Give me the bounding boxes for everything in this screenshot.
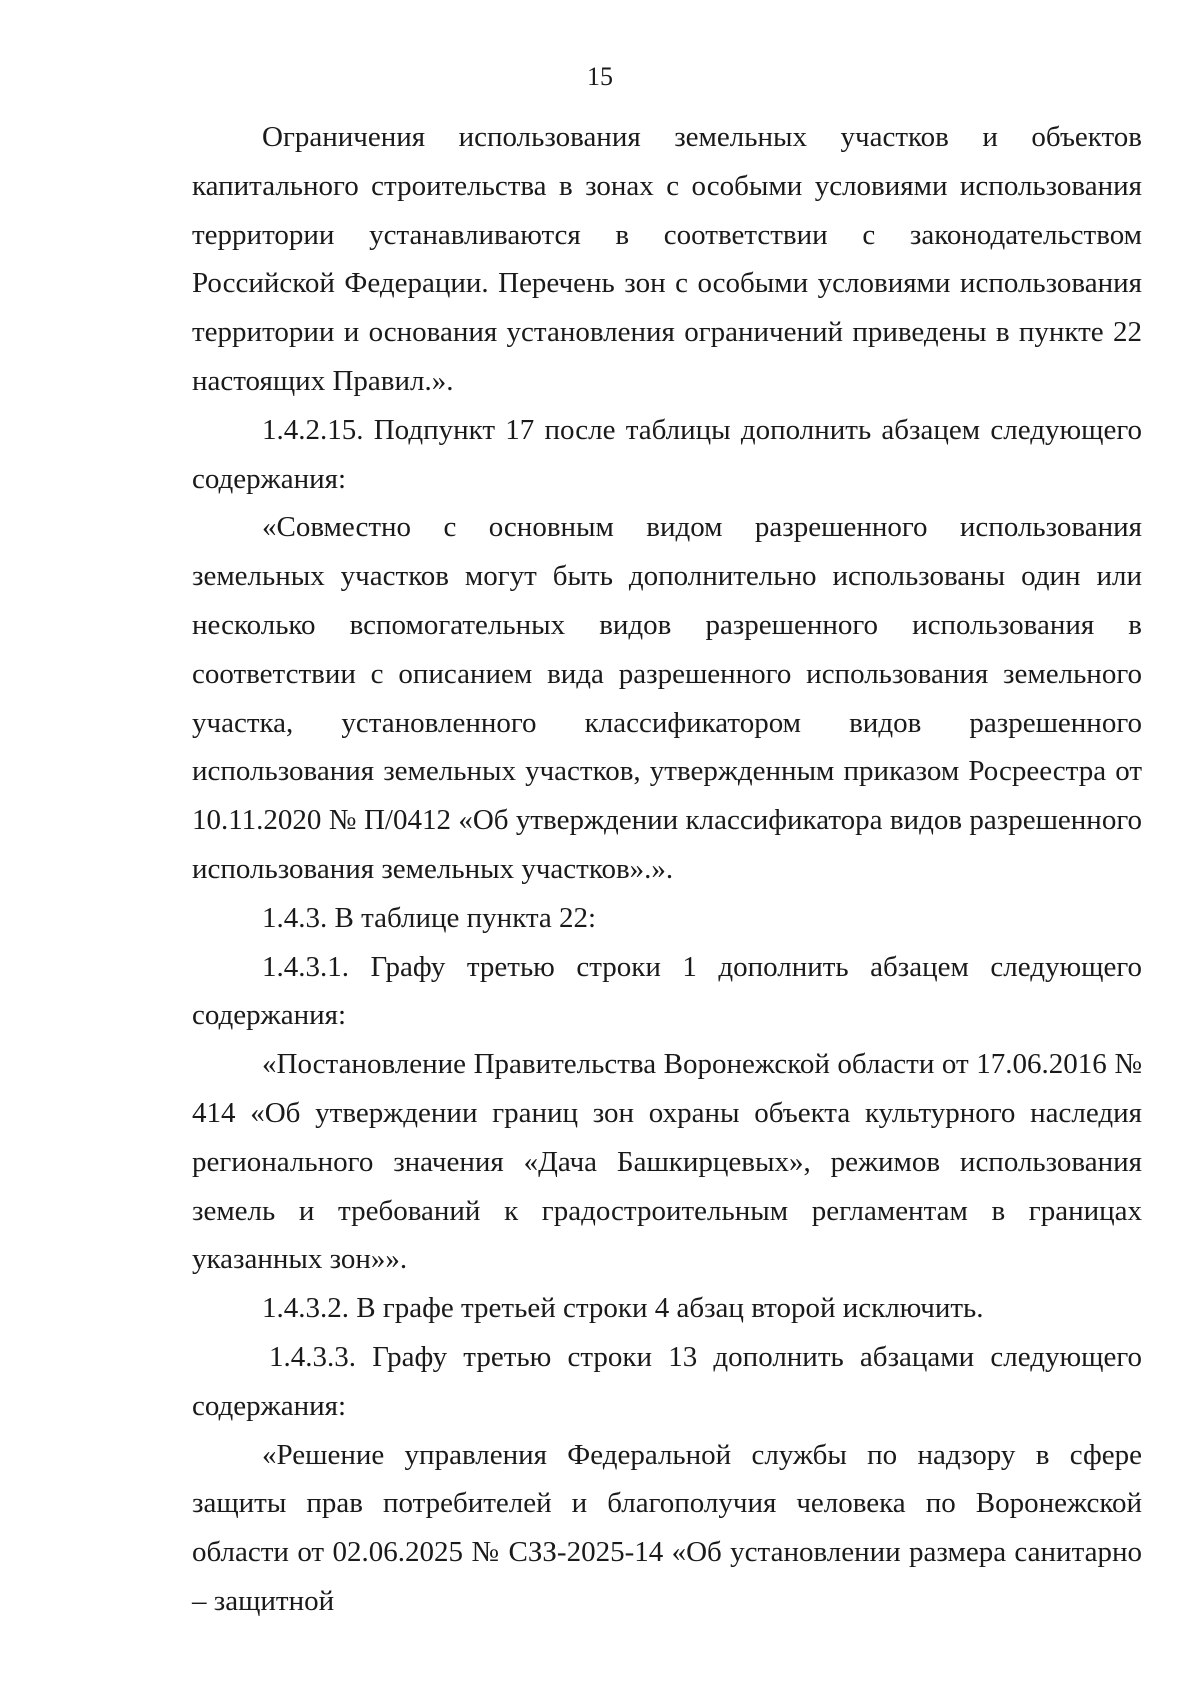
paragraph-1-4-3-1: 1.4.3.1. Графу третью строки 1 дополнить абзацем следующего содержания: [192,950,1142,1032]
paragraph-1-4-2-15: 1.4.2.15. Подпункт 17 после таблицы дополнить абзацем следующего содержания: [192,413,1142,495]
paragraph-quote-resolution-414: «Постановление Правительства Воронежской области от 17.06.2016 № 414 «Об утверждении границ зон охраны объекта культурного наследия регионального значения «Дача Башкирцевых», режимов использования земель и требований к градостроительным регламентам в границах указанных зон»». [192,1048,1142,1276]
paragraph-restrictions: Ограничения использования земельных участков и объектов капитального строительства в зонах с особыми условиями использования территории устанавливаются в соответствии с законодательством Российской Федерации. Перечень зон с особыми условиями использования территории и основания установления ограничений приведены в пункте 22 настоящих Правил.». [192,121,1142,397]
paragraph-1-4-3-2: 1.4.3.2. В графе третьей строки 4 абзац второй исключить. [262,1292,984,1325]
page-number: 15 [587,62,613,91]
paragraph-quote-permitted-use: «Совместно с основным видом разрешенного использования земельных участков могут быть дополнительно использованы один или несколько вспомогательных видов разрешенного использования в соответствии с описанием вида разрешенного использования земельного участка, установленного классификатором видов разрешенного использования земельных участков, утвержденным приказом Росреестра от 10.11.2020 № П/0412 «Об утверждении классификатора видов разрешенного использования земельных участков».». [192,511,1142,885]
paragraph-1-4-3-3: 1.4.3.3. Графу третью строки 13 дополнить абзацами следующего содержания: [192,1340,1142,1422]
paragraph-quote-decision-szz: «Решение управления Федеральной службы по надзору в сфере защиты прав потребителей и благополучия человека по Воронежской области от 02.06.2025 № СЗЗ-2025-14 «Об установлении размера санитарно – защитной [192,1438,1142,1617]
document-body [192,113,1142,1626]
paragraph-1-4-3: 1.4.3. В таблице пункта 22: [262,901,597,934]
